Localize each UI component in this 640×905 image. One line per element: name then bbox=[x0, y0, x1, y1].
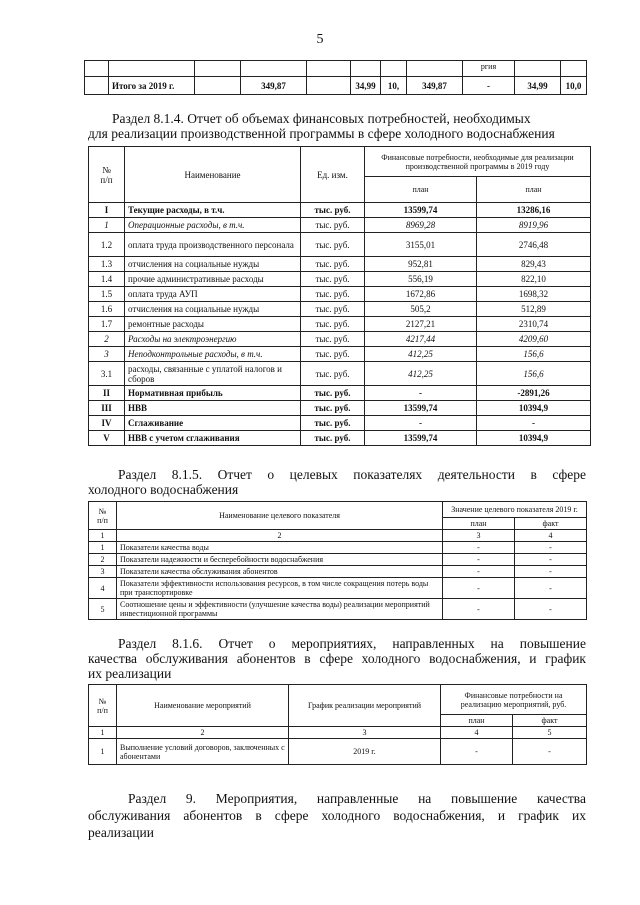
row-number: V bbox=[89, 431, 125, 446]
total-value: - bbox=[463, 77, 515, 95]
row-plan-value: 13599,74 bbox=[365, 401, 477, 416]
row-name: Сглаживание bbox=[125, 416, 301, 431]
header-fact: факт bbox=[515, 518, 587, 530]
row-name: Показатели эффективности использования ресурсов, в том числе сокращения потерь воды при транспортировке bbox=[117, 578, 443, 599]
row-fact: - bbox=[515, 599, 587, 620]
row-fact: - bbox=[515, 542, 587, 554]
column-index: 4 bbox=[515, 530, 587, 542]
row-number: IV bbox=[89, 416, 125, 431]
row-unit: тыс. руб. bbox=[301, 257, 365, 272]
row-name: Показатели качества воды bbox=[117, 542, 443, 554]
row-name: оплата труда АУП bbox=[125, 287, 301, 302]
row-number: 3 bbox=[89, 347, 125, 362]
measures-table bbox=[88, 684, 587, 765]
target-indicators-table bbox=[88, 501, 587, 620]
row-plan-value: 13599,74 bbox=[365, 431, 477, 446]
row-plan: - bbox=[443, 599, 515, 620]
row-plan-value: - bbox=[365, 386, 477, 401]
total-value: 10,0 bbox=[561, 77, 587, 95]
section-816-heading-line: их реализации bbox=[88, 666, 172, 681]
row-name: НВВ bbox=[125, 401, 301, 416]
header-fin-needs: Финансовые потребности на реализацию мероприятий, руб. bbox=[441, 685, 587, 715]
section-814-heading-line: Раздел 8.1.4. Отчет об объемах финансовых потребностей, необходимых bbox=[112, 111, 531, 126]
row-plan-value: 1698,32 bbox=[477, 287, 591, 302]
row-schedule: 2019 г. bbox=[289, 739, 441, 765]
header-name: Наименование целевого показателя bbox=[117, 502, 443, 530]
row-plan-value: 10394,9 bbox=[477, 401, 591, 416]
row-plan-value: 822,10 bbox=[477, 272, 591, 287]
section-9-heading bbox=[88, 790, 586, 841]
table-row bbox=[89, 257, 591, 272]
row-number: 1.7 bbox=[89, 317, 125, 332]
row-plan: - bbox=[443, 542, 515, 554]
total-row bbox=[85, 77, 587, 95]
column-index: 3 bbox=[289, 727, 441, 739]
row-fact: - bbox=[515, 578, 587, 599]
row-name: отчисления на социальные нужды bbox=[125, 302, 301, 317]
section-815-heading bbox=[88, 467, 586, 497]
header-plan: план bbox=[443, 518, 515, 530]
row-name: Расходы на электроэнергию bbox=[125, 332, 301, 347]
column-index: 4 bbox=[441, 727, 513, 739]
row-fact: - bbox=[515, 566, 587, 578]
section-816-heading bbox=[88, 636, 586, 681]
table-row bbox=[89, 347, 591, 362]
row-unit: тыс. руб. bbox=[301, 431, 365, 446]
row-number: 3.1 bbox=[89, 362, 125, 386]
row-number: III bbox=[89, 401, 125, 416]
header-plan: план bbox=[365, 177, 477, 203]
row-name: НВВ с учетом сглаживания bbox=[125, 431, 301, 446]
row-plan-value: -2891,26 bbox=[477, 386, 591, 401]
table-row bbox=[89, 218, 591, 233]
table-row bbox=[89, 233, 591, 257]
header-value: Значение целевого показателя 2019 г. bbox=[443, 502, 587, 518]
section-9-line: Раздел 9. Мероприятия, направленные на повышение качества bbox=[128, 791, 586, 806]
row-name: Выполнение условий договоров, заключенных с абонентами bbox=[117, 739, 289, 765]
row-plan-value: 1672,86 bbox=[365, 287, 477, 302]
row-number: 1.3 bbox=[89, 257, 125, 272]
row-plan-value: 505,2 bbox=[365, 302, 477, 317]
row-plan: - bbox=[441, 739, 513, 765]
row-number: 5 bbox=[89, 599, 117, 620]
row-number: 1 bbox=[89, 218, 125, 233]
row-plan-value: 2127,21 bbox=[365, 317, 477, 332]
total-value: 34,99 bbox=[515, 77, 561, 95]
row-number: 1.5 bbox=[89, 287, 125, 302]
row-name: Операционные расходы, в т.ч. bbox=[125, 218, 301, 233]
total-value: 349,87 bbox=[241, 77, 307, 95]
table-row bbox=[89, 332, 591, 347]
table-row bbox=[89, 599, 587, 620]
row-plan: - bbox=[443, 578, 515, 599]
section-814-heading bbox=[88, 111, 586, 141]
row-plan-value: 8969,28 bbox=[365, 218, 477, 233]
column-index: 3 bbox=[443, 530, 515, 542]
row-unit: тыс. руб. bbox=[301, 287, 365, 302]
row-plan-value: - bbox=[365, 416, 477, 431]
header-fact: факт bbox=[513, 715, 587, 727]
row-unit: тыс. руб. bbox=[301, 332, 365, 347]
row-plan-value: 156,6 bbox=[477, 362, 591, 386]
row-plan-value: 10394,9 bbox=[477, 431, 591, 446]
section-9-line: реализации bbox=[88, 825, 154, 840]
row-plan-value: 952,81 bbox=[365, 257, 477, 272]
header-name: Наименование мероприятий bbox=[117, 685, 289, 727]
row-name: ремонтные расходы bbox=[125, 317, 301, 332]
row-plan-value: 13286,16 bbox=[477, 203, 591, 218]
row-plan-value: 829,43 bbox=[477, 257, 591, 272]
row-unit: тыс. руб. bbox=[301, 401, 365, 416]
table-row bbox=[89, 317, 591, 332]
table-row bbox=[89, 578, 587, 599]
header-plan: план bbox=[477, 177, 591, 203]
total-label: Итого за 2019 г. bbox=[109, 77, 195, 95]
header-num: № п/п bbox=[89, 502, 117, 530]
table-row bbox=[89, 401, 591, 416]
row-plan-value: 3155,01 bbox=[365, 233, 477, 257]
fin-needs-table bbox=[88, 146, 591, 446]
header-num: № п/п bbox=[89, 147, 125, 203]
row-plan-value: 4217,44 bbox=[365, 332, 477, 347]
total-value: 349,87 bbox=[407, 77, 463, 95]
row-plan-value: 2746,48 bbox=[477, 233, 591, 257]
table-row bbox=[89, 203, 591, 218]
row-number: 4 bbox=[89, 578, 117, 599]
section-815-heading-line: Раздел 8.1.5. Отчет о целевых показателях деятельности в сфере bbox=[118, 467, 586, 482]
row-unit: тыс. руб. bbox=[301, 416, 365, 431]
row-unit: тыс. руб. bbox=[301, 218, 365, 233]
total-value: 10, bbox=[381, 77, 407, 95]
page-number: 5 bbox=[316, 32, 324, 47]
row-name: Нормативная прибыль bbox=[125, 386, 301, 401]
row-name: расходы, связанные с уплатой налогов и сборов bbox=[125, 362, 301, 386]
row-number: 2 bbox=[89, 332, 125, 347]
header-num: № п/п bbox=[89, 685, 117, 727]
header-unit: Ед. изм. bbox=[301, 147, 365, 203]
row-number: 1 bbox=[89, 739, 117, 765]
row-name: Показатели качества обслуживания абонентов bbox=[117, 566, 443, 578]
row-fact: - bbox=[515, 554, 587, 566]
row-number: II bbox=[89, 386, 125, 401]
row-number: 1 bbox=[89, 542, 117, 554]
row-plan-value: 156,6 bbox=[477, 347, 591, 362]
row-number: 3 bbox=[89, 566, 117, 578]
section-9-line: обслуживания абонентов в сфере холодного водоснабжения, и график их bbox=[88, 808, 586, 823]
row-name: Неподконтрольные расходы, в т.ч. bbox=[125, 347, 301, 362]
row-number: I bbox=[89, 203, 125, 218]
column-index: 2 bbox=[117, 727, 289, 739]
row-name: Текущие расходы, в т.ч. bbox=[125, 203, 301, 218]
column-index: 1 bbox=[89, 727, 117, 739]
table-row bbox=[89, 739, 587, 765]
row-plan-value: 512,89 bbox=[477, 302, 591, 317]
section-814-heading-line: для реализации производственной программы в сфере холодного водоснабжения bbox=[88, 126, 555, 141]
row-plan-value: 4209,60 bbox=[477, 332, 591, 347]
row-number: 1.2 bbox=[89, 233, 125, 257]
row-name: отчисления на социальные нужды bbox=[125, 257, 301, 272]
header-schedule: График реализации мероприятий bbox=[289, 685, 441, 727]
table-row bbox=[89, 272, 591, 287]
column-index: 2 bbox=[117, 530, 443, 542]
row-number: 2 bbox=[89, 554, 117, 566]
total-value: 34,99 bbox=[351, 77, 381, 95]
row-unit: тыс. руб. bbox=[301, 317, 365, 332]
row-number: 1.6 bbox=[89, 302, 125, 317]
row-plan-value: 412,25 bbox=[365, 347, 477, 362]
row-plan-value: 412,25 bbox=[365, 362, 477, 386]
column-index: 5 bbox=[513, 727, 587, 739]
table-row bbox=[89, 386, 591, 401]
table-row bbox=[89, 302, 591, 317]
section-815-heading-line: холодного водоснабжения bbox=[88, 482, 239, 497]
row-plan-value: 2310,74 bbox=[477, 317, 591, 332]
row-plan-value: 13599,74 bbox=[365, 203, 477, 218]
table-row bbox=[89, 416, 591, 431]
table-row bbox=[89, 362, 591, 386]
table-row bbox=[89, 542, 587, 554]
top-table bbox=[84, 60, 587, 95]
row-unit: тыс. руб. bbox=[301, 347, 365, 362]
row-name: оплата труда производственного персонала bbox=[125, 233, 301, 257]
row-plan: - bbox=[443, 554, 515, 566]
row-plan: - bbox=[443, 566, 515, 578]
row-number: 1.4 bbox=[89, 272, 125, 287]
row-fact: - bbox=[513, 739, 587, 765]
row-unit: тыс. руб. bbox=[301, 203, 365, 218]
header-fin-needs: Финансовые потребности, необходимые для реализации производственной программы в 2019 году bbox=[365, 147, 591, 177]
row-name: Показатели надежности и бесперебойности водоснабжения bbox=[117, 554, 443, 566]
row-name: Соотношение цены и эффективности (улучшение качества воды) реализации мероприятий инвестиционной программы bbox=[117, 599, 443, 620]
section-816-heading-line: качества обслуживания абонентов в сфере холодного водоснабжения, и график bbox=[88, 651, 586, 666]
section-816-heading-line: Раздел 8.1.6. Отчет о мероприятиях, направленных на повышение bbox=[118, 636, 586, 651]
row-plan-value: 556,19 bbox=[365, 272, 477, 287]
row-plan-value: 8919,96 bbox=[477, 218, 591, 233]
header-name: Наименование bbox=[125, 147, 301, 203]
table-row bbox=[89, 431, 591, 446]
table-row bbox=[89, 554, 587, 566]
row-plan-value: - bbox=[477, 416, 591, 431]
row-unit: тыс. руб. bbox=[301, 302, 365, 317]
row-unit: тыс. руб. bbox=[301, 362, 365, 386]
header-plan: план bbox=[441, 715, 513, 727]
table-row bbox=[89, 287, 591, 302]
table-row bbox=[89, 566, 587, 578]
row-unit: тыс. руб. bbox=[301, 386, 365, 401]
row-name: прочие административные расходы bbox=[125, 272, 301, 287]
row-unit: тыс. руб. bbox=[301, 272, 365, 287]
row-unit: тыс. руб. bbox=[301, 233, 365, 257]
top-table-partial: ргия bbox=[463, 61, 515, 77]
column-index: 1 bbox=[89, 530, 117, 542]
